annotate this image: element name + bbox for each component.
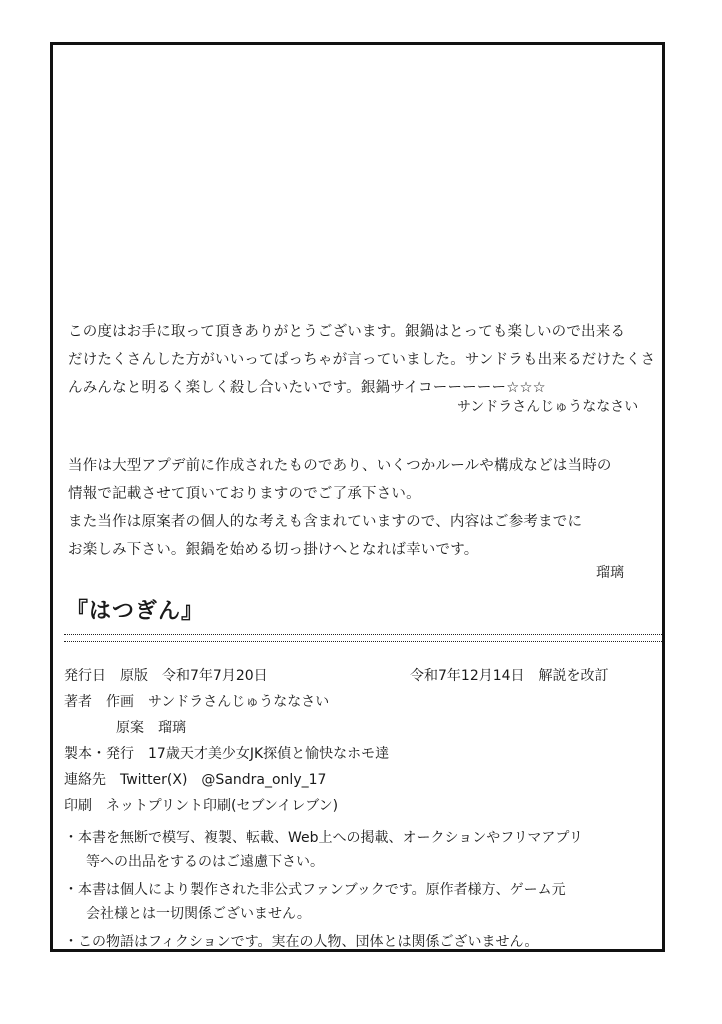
note-item <box>64 878 662 926</box>
colophon-printing-row <box>64 793 662 819</box>
notes <box>64 826 662 958</box>
colophon <box>64 663 662 819</box>
disclaimer-line: お楽しみ下さい。銀鍋を始める切っ掛けへとなれば幸いです。 <box>68 542 479 558</box>
author-label: 著者 <box>64 694 92 710</box>
colophon-contact-row <box>64 767 662 793</box>
afterword-line: んみんなと明るく楽しく殺し合いたいです。銀鍋サイコーーーーー☆☆☆ <box>68 380 546 396</box>
disclaimer-line: 情報で記載させて頂いておりますのでご了承下さい。 <box>68 486 421 502</box>
colophon-publish-row <box>64 663 662 689</box>
colophon-author-row <box>64 689 662 715</box>
publish-value: 原版 令和7年7月20日 <box>120 668 268 684</box>
note-line: ・この物語はフィクションです。実在の人物、団体とは関係ございません。 <box>64 934 539 950</box>
revision-note: 令和7年12月14日 解説を改訂 <box>410 668 609 684</box>
disclaimer-text <box>68 452 648 564</box>
contact-value: Twitter(X) @Sandra_only_17 <box>120 772 327 788</box>
disclaimer-line: また当作は原案者の個人的な考えも含まれていますので、内容はご参考までに <box>68 514 583 530</box>
note-line: ・本書は個人により製作された非公式ファンブックです。原作者様方、ゲーム元 <box>64 882 566 898</box>
print-publish-label: 製本・発行 <box>64 746 134 762</box>
publish-label: 発行日 <box>64 668 106 684</box>
note-line: ・本書を無断で模写、複製、転載、Web上への掲載、オークションやフリマアプリ <box>64 830 583 846</box>
author-value-2: 原案 瑠璃 <box>116 720 186 736</box>
note-line-continued: 会社様とは一切関係ございません。 <box>86 906 311 922</box>
afterword-line: この度はお手に取って頂きありがとうございます。銀鍋はとっても楽しいので出来る <box>68 324 626 340</box>
note-line-continued: 等への出品をするのはご遠慮下さい。 <box>86 854 324 870</box>
afterword-signature: サンドラさんじゅうななさい <box>457 399 639 415</box>
author-value: 作画 サンドラさんじゅうななさい <box>106 694 330 710</box>
colophon-print-publish-row <box>64 741 662 767</box>
afterword-line: だけたくさんした方がいいってぱっちゃが言っていました。サンドラも出来るだけたくさ <box>68 352 656 368</box>
book-title: 『はつぎん』 <box>66 599 205 624</box>
note-item <box>64 930 662 954</box>
note-item <box>64 826 662 874</box>
divider-bottom <box>64 641 662 642</box>
printing-value: ネットプリント印刷(セブンイレブン) <box>106 798 339 814</box>
disclaimer-line: 当作は大型アプデ前に作成されたものであり、いくつかルールや構成などは当時の <box>68 458 612 474</box>
afterword-text <box>68 318 656 402</box>
contact-label: 連絡先 <box>64 772 106 788</box>
printing-label: 印刷 <box>64 798 92 814</box>
disclaimer-signature: 瑠璃 <box>596 565 624 581</box>
colophon-author-row-2 <box>64 715 662 741</box>
divider-top <box>64 634 662 635</box>
print-publish-value: 17歳天才美少女JK探偵と愉快なホモ達 <box>148 746 390 762</box>
